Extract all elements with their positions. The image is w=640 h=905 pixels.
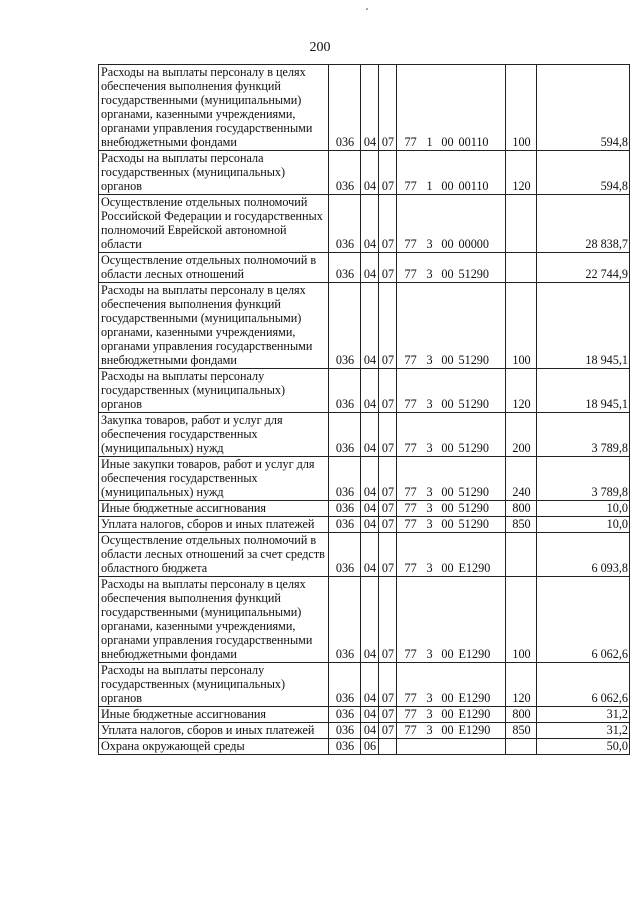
target-article-code bbox=[397, 413, 506, 457]
target-article-part: 77 bbox=[404, 647, 417, 661]
expense-description: Иные бюджетные ассигнования bbox=[99, 707, 329, 723]
expense-type-code bbox=[506, 253, 537, 283]
ministry-code: 036 bbox=[329, 65, 361, 151]
target-article-part: 00 bbox=[441, 691, 454, 705]
target-article-part: 00 bbox=[441, 179, 454, 193]
target-article-code bbox=[397, 517, 506, 533]
target-article-code bbox=[397, 501, 506, 517]
section-code: 04 bbox=[361, 457, 379, 501]
target-article-part: 3 bbox=[426, 485, 433, 499]
ministry-code: 036 bbox=[329, 457, 361, 501]
target-article-part: 51290 bbox=[458, 353, 489, 367]
amount: 10,0 bbox=[537, 501, 630, 517]
table-row bbox=[99, 707, 630, 723]
amount: 18 945,1 bbox=[537, 283, 630, 369]
table-row bbox=[99, 533, 630, 577]
target-article-part: 51290 bbox=[458, 517, 489, 531]
target-article-part: E1290 bbox=[458, 691, 491, 705]
expense-description: Иные закупки товаров, работ и услуг для обеспечения государственных (муниципальных) нужд bbox=[99, 457, 329, 501]
section-code: 04 bbox=[361, 577, 379, 663]
section-code: 04 bbox=[361, 151, 379, 195]
target-article-part: 77 bbox=[404, 237, 417, 251]
expense-description: Расходы на выплаты персоналу государственных (муниципальных) органов bbox=[99, 369, 329, 413]
expense-type-code: 800 bbox=[506, 707, 537, 723]
target-article-code bbox=[397, 369, 506, 413]
target-article-part: 00 bbox=[441, 441, 454, 455]
expense-type-code: 100 bbox=[506, 283, 537, 369]
ministry-code: 036 bbox=[329, 253, 361, 283]
section-code: 04 bbox=[361, 413, 379, 457]
section-code: 04 bbox=[361, 707, 379, 723]
target-article-part: 1 bbox=[426, 135, 433, 149]
table-row bbox=[99, 195, 630, 253]
target-article-part: 77 bbox=[404, 135, 417, 149]
target-article-part: 3 bbox=[426, 441, 433, 455]
ministry-code: 036 bbox=[329, 577, 361, 663]
expense-type-code: 120 bbox=[506, 151, 537, 195]
amount: 6 093,8 bbox=[537, 533, 630, 577]
amount: 31,2 bbox=[537, 707, 630, 723]
target-article-part: 3 bbox=[426, 647, 433, 661]
target-article-part: 3 bbox=[426, 501, 433, 515]
subsection-code: 07 bbox=[379, 253, 397, 283]
table-row bbox=[99, 723, 630, 739]
ministry-code: 036 bbox=[329, 413, 361, 457]
target-article-part: 77 bbox=[404, 723, 417, 737]
target-article-code bbox=[397, 707, 506, 723]
target-article-part: 77 bbox=[404, 353, 417, 367]
expense-type-code: 200 bbox=[506, 413, 537, 457]
target-article-part: 00 bbox=[441, 353, 454, 367]
expense-type-code: 120 bbox=[506, 663, 537, 707]
section-code: 04 bbox=[361, 65, 379, 151]
target-article-part: 00 bbox=[441, 267, 454, 281]
table-row bbox=[99, 739, 630, 755]
target-article-part: E1290 bbox=[458, 561, 491, 575]
target-article-code bbox=[397, 283, 506, 369]
target-article-part: E1290 bbox=[458, 723, 491, 737]
target-article-code bbox=[397, 533, 506, 577]
subsection-code: 07 bbox=[379, 723, 397, 739]
ministry-code: 036 bbox=[329, 501, 361, 517]
section-code: 04 bbox=[361, 195, 379, 253]
target-article-part: 00 bbox=[441, 707, 454, 721]
expense-description: Уплата налогов, сборов и иных платежей bbox=[99, 723, 329, 739]
section-code: 06 bbox=[361, 739, 379, 755]
target-article-part: 00 bbox=[441, 647, 454, 661]
target-article-part: 51290 bbox=[458, 397, 489, 411]
table-row bbox=[99, 253, 630, 283]
expense-description: Охрана окружающей среды bbox=[99, 739, 329, 755]
target-article-part: 51290 bbox=[458, 485, 489, 499]
section-code: 04 bbox=[361, 283, 379, 369]
amount: 594,8 bbox=[537, 151, 630, 195]
budget-table bbox=[98, 64, 630, 755]
amount: 18 945,1 bbox=[537, 369, 630, 413]
expense-description: Иные бюджетные ассигнования bbox=[99, 501, 329, 517]
target-article-part: 77 bbox=[404, 517, 417, 531]
amount: 594,8 bbox=[537, 65, 630, 151]
expense-description: Расходы на выплаты персоналу государственных (муниципальных) органов bbox=[99, 663, 329, 707]
target-article-code bbox=[397, 663, 506, 707]
target-article-part: 77 bbox=[404, 707, 417, 721]
expense-type-code bbox=[506, 195, 537, 253]
target-article-part: 77 bbox=[404, 485, 417, 499]
budget-table-body bbox=[99, 65, 630, 755]
ministry-code: 036 bbox=[329, 723, 361, 739]
target-article-part: 00 bbox=[441, 517, 454, 531]
section-code: 04 bbox=[361, 663, 379, 707]
table-row bbox=[99, 151, 630, 195]
table-row bbox=[99, 501, 630, 517]
expense-description: Осуществление отдельных полномочий в области лесных отношений за счет средств областного бюджета bbox=[99, 533, 329, 577]
ministry-code: 036 bbox=[329, 517, 361, 533]
section-code: 04 bbox=[361, 253, 379, 283]
expense-type-code: 120 bbox=[506, 369, 537, 413]
amount: 3 789,8 bbox=[537, 457, 630, 501]
expense-description: Расходы на выплаты персонала государственных (муниципальных) органов bbox=[99, 151, 329, 195]
ministry-code: 036 bbox=[329, 369, 361, 413]
target-article-part: 00 bbox=[441, 723, 454, 737]
ministry-code: 036 bbox=[329, 283, 361, 369]
target-article-part: 77 bbox=[404, 691, 417, 705]
expense-type-code bbox=[506, 739, 537, 755]
ministry-code: 036 bbox=[329, 663, 361, 707]
subsection-code: 07 bbox=[379, 663, 397, 707]
target-article-part: 51290 bbox=[458, 501, 489, 515]
subsection-code: 07 bbox=[379, 577, 397, 663]
subsection-code: 07 bbox=[379, 533, 397, 577]
subsection-code: 07 bbox=[379, 517, 397, 533]
expense-description: Осуществление отдельных полномочий Российской Федерации и государственных полномочий Еврейской автономной области bbox=[99, 195, 329, 253]
target-article-part: 1 bbox=[426, 179, 433, 193]
target-article-part: 3 bbox=[426, 397, 433, 411]
target-article-part: 77 bbox=[404, 179, 417, 193]
subsection-code: 07 bbox=[379, 413, 397, 457]
ministry-code: 036 bbox=[329, 151, 361, 195]
target-article-part: 3 bbox=[426, 237, 433, 251]
target-article-code bbox=[397, 253, 506, 283]
expense-description: Уплата налогов, сборов и иных платежей bbox=[99, 517, 329, 533]
amount: 6 062,6 bbox=[537, 663, 630, 707]
subsection-code: 07 bbox=[379, 65, 397, 151]
expense-type-code: 850 bbox=[506, 723, 537, 739]
table-row bbox=[99, 65, 630, 151]
expense-description: Закупка товаров, работ и услуг для обеспечения государственных (муниципальных) нужд bbox=[99, 413, 329, 457]
expense-description: Расходы на выплаты персоналу в целях обеспечения выполнения функций государственными (муниципальными) органами, казенными учреждениями, органами управления государственными внебюджетными фондами bbox=[99, 283, 329, 369]
table-row bbox=[99, 457, 630, 501]
target-article-part: 3 bbox=[426, 267, 433, 281]
expense-type-code: 100 bbox=[506, 577, 537, 663]
expense-type-code bbox=[506, 533, 537, 577]
amount: 6 062,6 bbox=[537, 577, 630, 663]
section-code: 04 bbox=[361, 533, 379, 577]
expense-description: Расходы на выплаты персоналу в целях обеспечения выполнения функций государственными (муниципальными) органами, казенными учреждениями, органами управления государственными внебюджетными фондами bbox=[99, 577, 329, 663]
target-article-part: 3 bbox=[426, 723, 433, 737]
scan-artifact bbox=[366, 8, 368, 10]
target-article-part: 00 bbox=[441, 237, 454, 251]
target-article-part: 00 bbox=[441, 561, 454, 575]
target-article-code bbox=[397, 577, 506, 663]
ministry-code: 036 bbox=[329, 739, 361, 755]
amount: 50,0 bbox=[537, 739, 630, 755]
target-article-part: 00 bbox=[441, 485, 454, 499]
expense-description: Расходы на выплаты персоналу в целях обеспечения выполнения функций государственными (муниципальными) органами, казенными учреждениями, органами управления государственными внебюджетными фондами bbox=[99, 65, 329, 151]
target-article-part: 77 bbox=[404, 501, 417, 515]
target-article-part: 51290 bbox=[458, 267, 489, 281]
target-article-part: 00 bbox=[441, 501, 454, 515]
subsection-code: 07 bbox=[379, 457, 397, 501]
section-code: 04 bbox=[361, 369, 379, 413]
target-article-part: 3 bbox=[426, 517, 433, 531]
target-article-part: 00 bbox=[441, 135, 454, 149]
amount: 10,0 bbox=[537, 517, 630, 533]
table-row bbox=[99, 577, 630, 663]
target-article-code bbox=[397, 457, 506, 501]
ministry-code: 036 bbox=[329, 533, 361, 577]
amount: 28 838,7 bbox=[537, 195, 630, 253]
target-article-code bbox=[397, 151, 506, 195]
subsection-code: 07 bbox=[379, 707, 397, 723]
table-row bbox=[99, 413, 630, 457]
ministry-code: 036 bbox=[329, 707, 361, 723]
expense-description: Осуществление отдельных полномочий в области лесных отношений bbox=[99, 253, 329, 283]
ministry-code: 036 bbox=[329, 195, 361, 253]
target-article-part: 77 bbox=[404, 267, 417, 281]
section-code: 04 bbox=[361, 517, 379, 533]
subsection-code: 07 bbox=[379, 501, 397, 517]
section-code: 04 bbox=[361, 723, 379, 739]
amount: 3 789,8 bbox=[537, 413, 630, 457]
target-article-part: 3 bbox=[426, 353, 433, 367]
target-article-part: 77 bbox=[404, 441, 417, 455]
subsection-code bbox=[379, 739, 397, 755]
expense-type-code: 850 bbox=[506, 517, 537, 533]
table-row bbox=[99, 517, 630, 533]
expense-type-code: 800 bbox=[506, 501, 537, 517]
target-article-part: 3 bbox=[426, 691, 433, 705]
page-number: 200 bbox=[309, 40, 331, 55]
amount: 22 744,9 bbox=[537, 253, 630, 283]
expense-type-code: 100 bbox=[506, 65, 537, 151]
target-article-part: 3 bbox=[426, 561, 433, 575]
target-article-part: 00110 bbox=[458, 135, 489, 149]
subsection-code: 07 bbox=[379, 151, 397, 195]
target-article-code bbox=[397, 65, 506, 151]
target-article-part: 77 bbox=[404, 561, 417, 575]
target-article-part: 00000 bbox=[458, 237, 489, 251]
table-row bbox=[99, 283, 630, 369]
target-article-code bbox=[397, 739, 506, 755]
target-article-code bbox=[397, 195, 506, 253]
target-article-part: E1290 bbox=[458, 647, 491, 661]
subsection-code: 07 bbox=[379, 369, 397, 413]
amount: 31,2 bbox=[537, 723, 630, 739]
table-row bbox=[99, 369, 630, 413]
section-code: 04 bbox=[361, 501, 379, 517]
subsection-code: 07 bbox=[379, 283, 397, 369]
expense-type-code: 240 bbox=[506, 457, 537, 501]
target-article-part: 00110 bbox=[458, 179, 489, 193]
target-article-part: 51290 bbox=[458, 441, 489, 455]
target-article-part: 3 bbox=[426, 707, 433, 721]
target-article-part: 00 bbox=[441, 397, 454, 411]
target-article-code bbox=[397, 723, 506, 739]
target-article-part: 77 bbox=[404, 397, 417, 411]
table-row bbox=[99, 663, 630, 707]
subsection-code: 07 bbox=[379, 195, 397, 253]
target-article-part: E1290 bbox=[458, 707, 491, 721]
